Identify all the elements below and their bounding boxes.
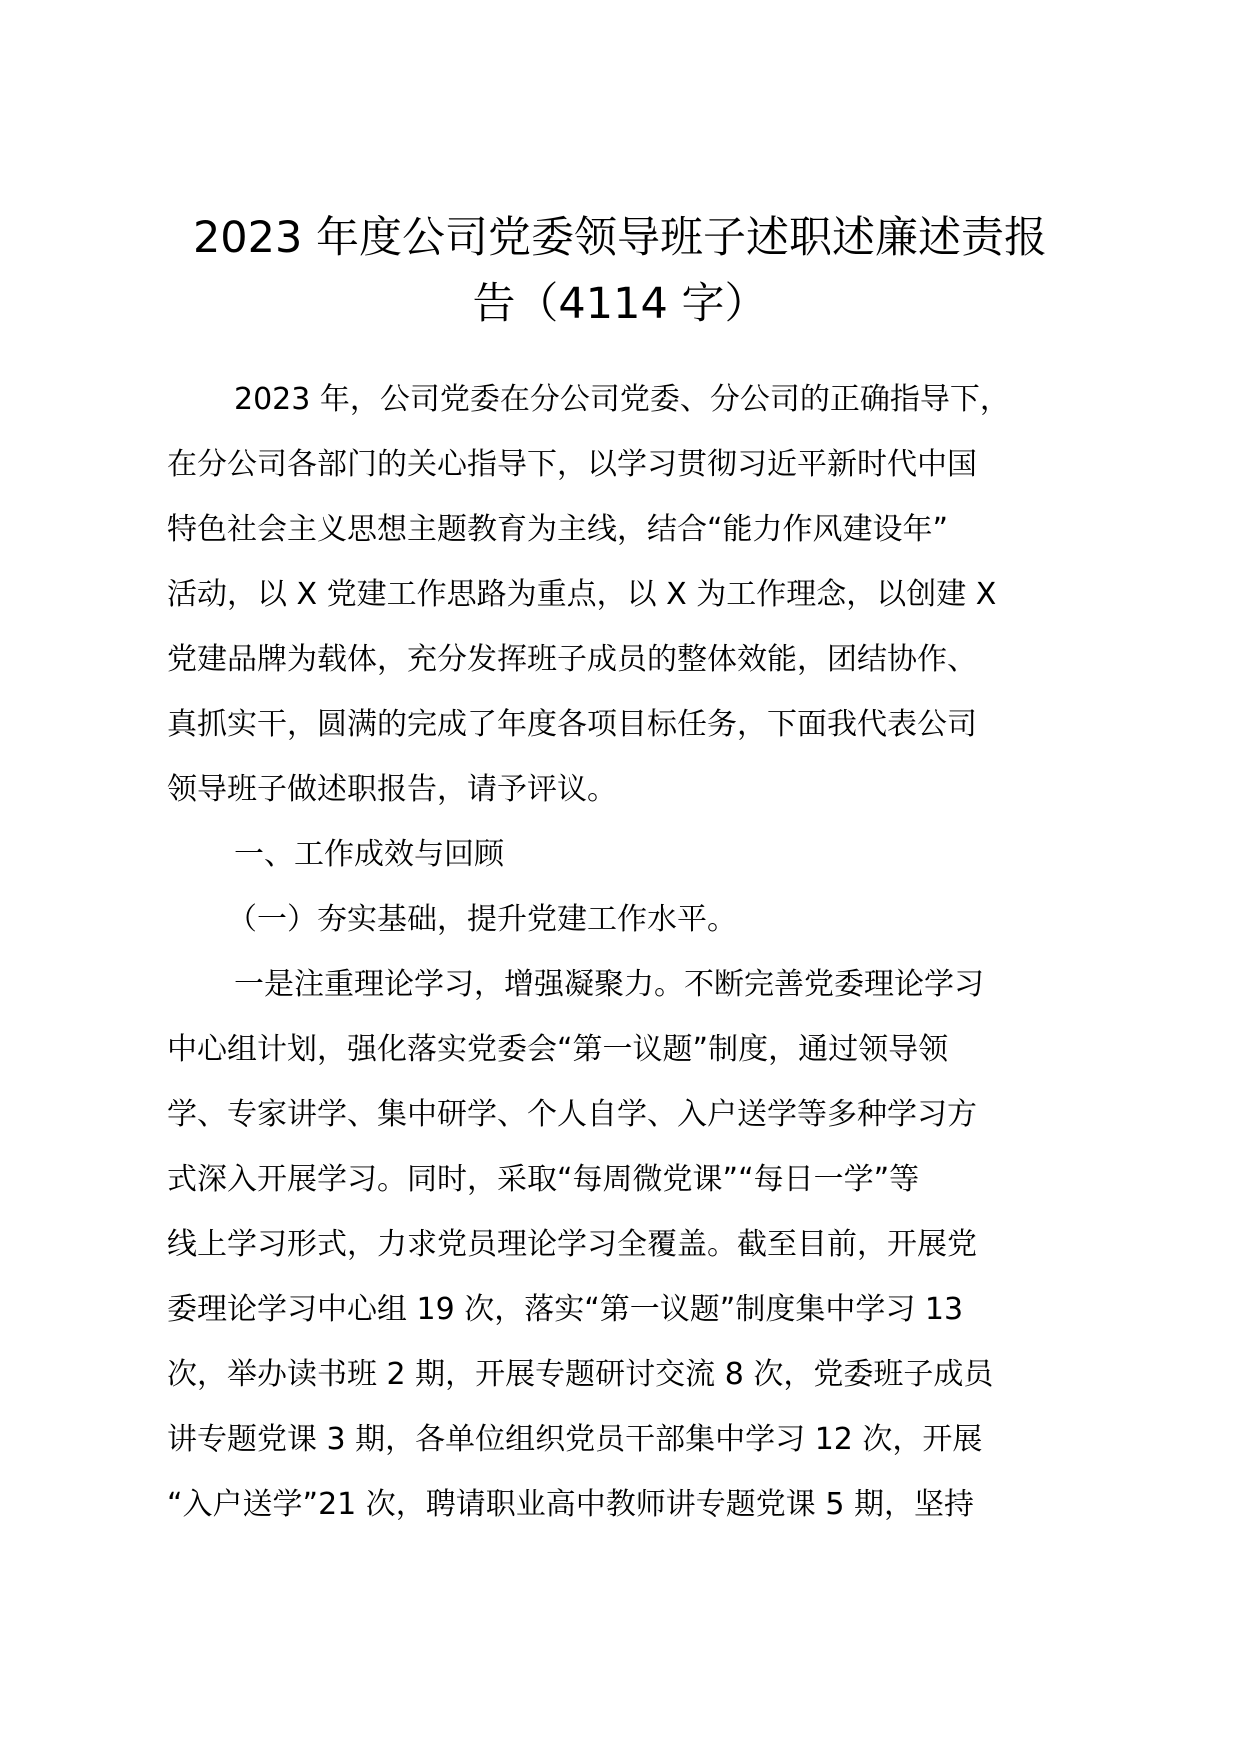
paragraph-line: 在分公司各部门的关心指导下，以学习贯彻习近平新时代中国 (167, 447, 977, 482)
paragraph-line: 线上学习形式，力求党员理论学习全覆盖。截至目前，开展党 (167, 1227, 977, 1262)
paragraph-line: 一是注重理论学习，增强凝聚力。不断完善党委理论学习 (234, 967, 984, 1002)
paragraph-line: 特色社会主义思想主题教育为主线，结合“能力作风建设年” (167, 512, 949, 547)
paragraph-line: 中心组计划，强化落实党委会“第一议题”制度，通过领导领 (167, 1032, 949, 1067)
paragraph-line: 讲专题党课 3 期，各单位组织党员干部集中学习 12 次，开展 (167, 1422, 983, 1457)
paragraph-line: 领导班子做述职报告，请予评议。 (167, 772, 617, 807)
paragraph-line: 活动，以 X 党建工作思路为重点，以 X 为工作理念，以创建 X (167, 577, 997, 612)
paragraph-line: “入户送学”21 次，聘请职业高中教师讲专题党课 5 期，坚持 (167, 1487, 974, 1522)
paragraph-line: 真抓实干，圆满的完成了年度各项目标任务，下面我代表公司 (167, 707, 977, 742)
paragraph-line: 委理论学习中心组 19 次，落实“第一议题”制度集中学习 13 (167, 1292, 964, 1327)
paragraph-line: 次，举办读书班 2 期，开展专题研讨交流 8 次，党委班子成员 (167, 1357, 994, 1392)
paragraph-line: 党建品牌为载体，充分发挥班子成员的整体效能，团结协作、 (167, 642, 977, 677)
paragraph-line: 式深入开展学习。同时，采取“每周微党课”“每日一学”等 (167, 1162, 920, 1197)
paragraph-line: 2023 年，公司党委在分公司党委、分公司的正确指导下， (234, 382, 1010, 417)
document-body (167, 367, 1087, 1537)
title-line-2: 告（4114 字） (472, 279, 768, 329)
title-line-1: 2023 年度公司党委领导班子述职述廉述责报 (192, 213, 1048, 263)
document-title (140, 205, 1100, 337)
subsection-heading: （一）夯实基础，提升党建工作水平。 (227, 902, 737, 937)
paragraph-line: 学、专家讲学、集中研学、个人自学、入户送学等多种学习方 (167, 1097, 977, 1132)
section-heading: 一、工作成效与回顾 (234, 837, 504, 872)
